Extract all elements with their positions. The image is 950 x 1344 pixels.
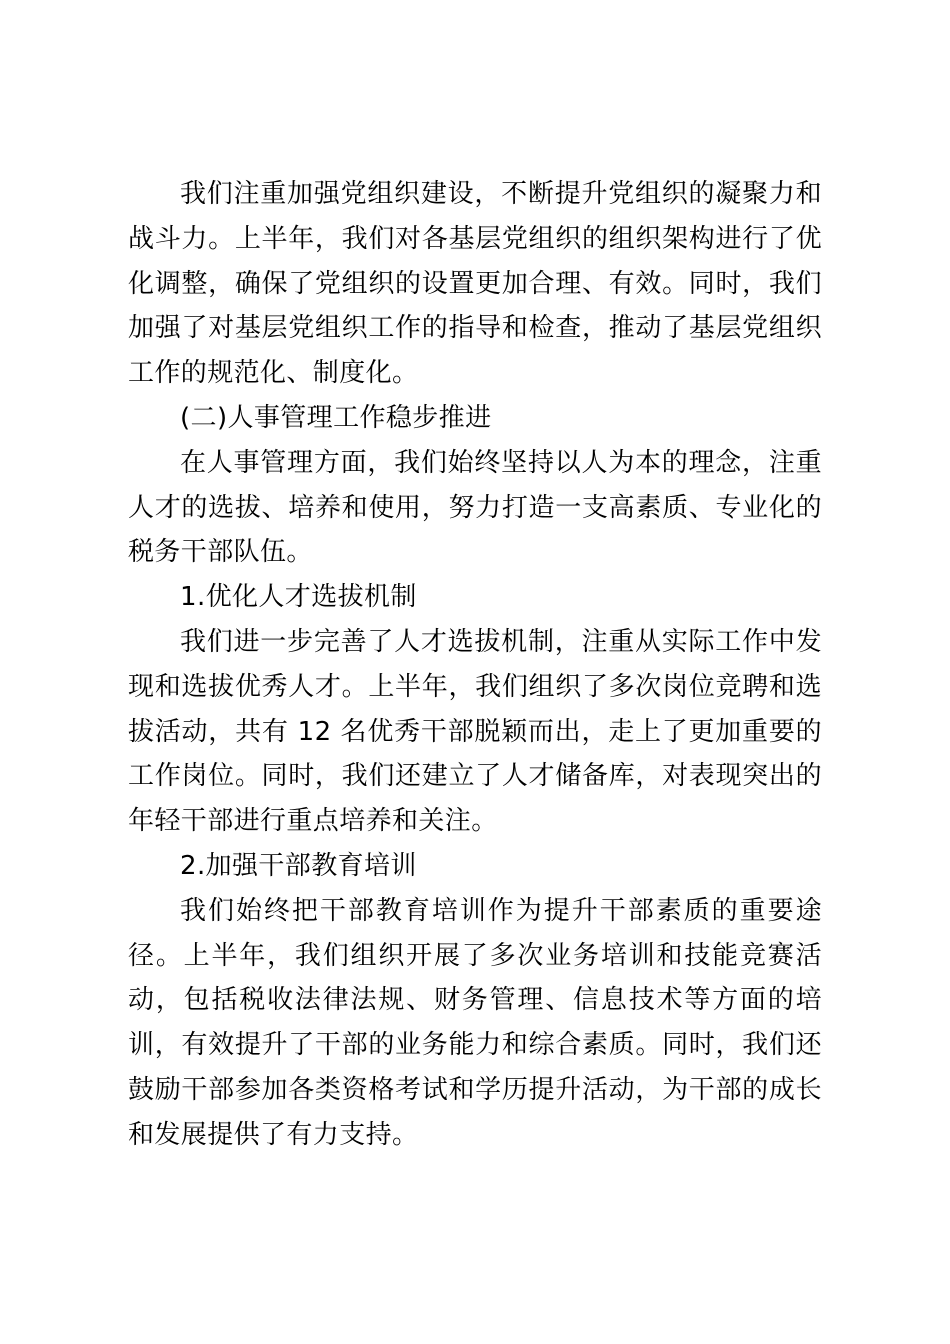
subheading-talent-selection: 1.优化人才选拔机制: [180, 582, 417, 613]
document-page: [128, 172, 822, 1158]
paragraph-talent-selection: 我们进一步完善了人才选拔机制，注重从实际工作中发现和选拔优秀人才。上半年，我们组织了多次岗位竞聘和选拔活动，共有 12 名优秀干部脱颖而出，走上了更加重要的工作岗位。同时，我们还建立了人才储备库，对表现突出的年轻干部进行重点培养和关注。: [128, 626, 822, 837]
subheading-cadre-training: 2.加强干部教育培训: [180, 850, 417, 881]
paragraph-personnel-management: 在人事管理方面，我们始终坚持以人为本的理念，注重人才的选拔、培养和使用，努力打造一支高素质、专业化的税务干部队伍。: [128, 447, 822, 568]
section-heading-personnel: (二)人事管理工作稳步推进: [180, 402, 492, 433]
paragraph-cadre-training: 我们始终把干部教育培训作为提升干部素质的重要途径。上半年，我们组织开展了多次业务培训和技能竞赛活动，包括税收法律法规、财务管理、信息技术等方面的培训，有效提升了干部的业务能力和综合素质。同时，我们还鼓励干部参加各类资格考试和学历提升活动，为干部的成长和发展提供了有力支持。: [128, 895, 822, 1150]
paragraph-party-organization: 我们注重加强党组织建设，不断提升党组织的凝聚力和战斗力。上半年，我们对各基层党组织的组织架构进行了优化调整，确保了党组织的设置更加合理、有效。同时，我们加强了对基层党组织工作的指导和检查，推动了基层党组织工作的规范化、制度化。: [128, 179, 822, 389]
